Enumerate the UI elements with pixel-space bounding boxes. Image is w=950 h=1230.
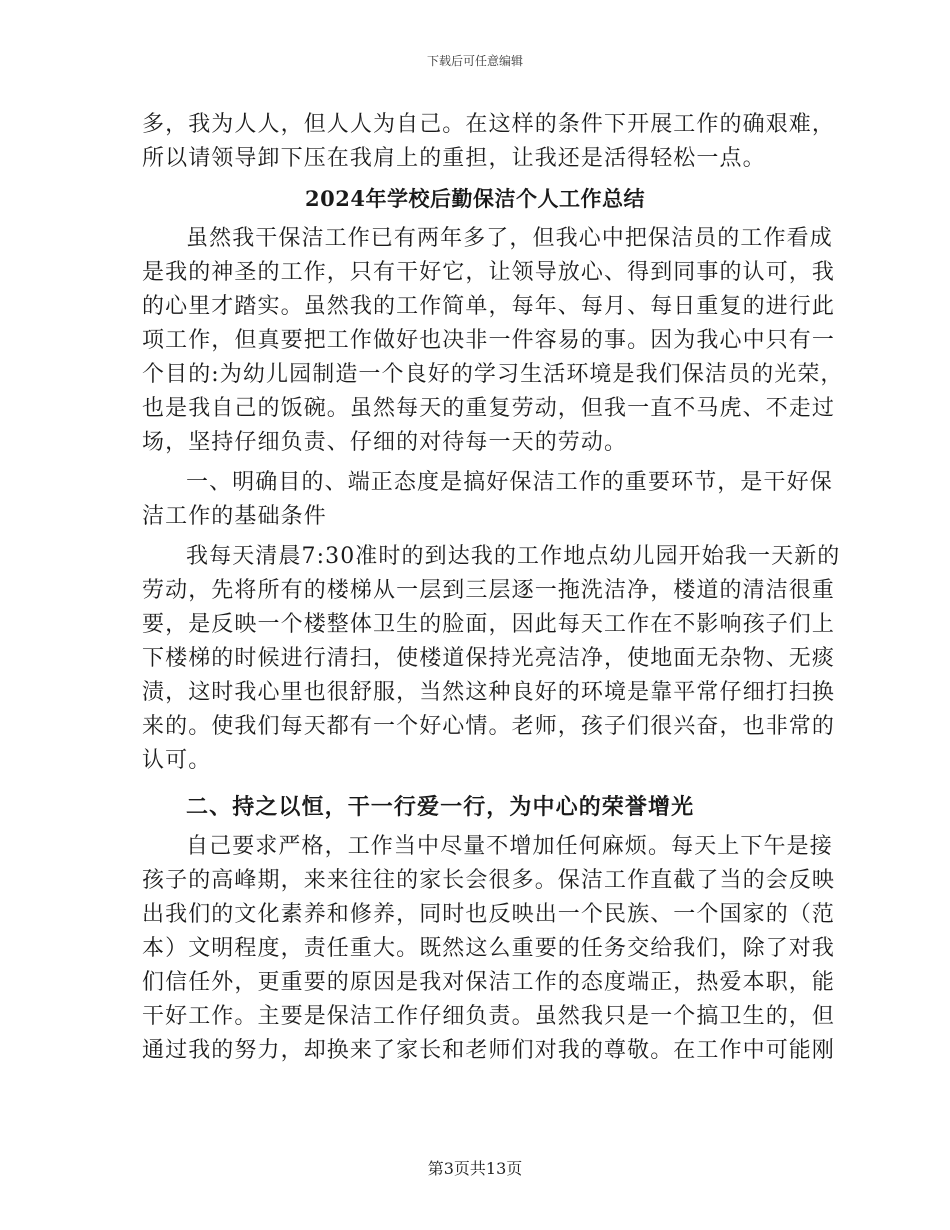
intro-line-1: 多，我为人人，但人人为自己。在这样的条件下开展工作的确艰难， [142,112,836,137]
paragraph-1 [142,222,844,460]
paragraph-line: 场，坚持仔细负责、仔细的对待每一天的劳动。 [142,430,628,455]
header-note: 下载后可任意编辑 [426,54,523,68]
paragraph-line: 出我们的文化素养和修养，同时也反映出一个民族、一个国家的（范 [142,902,836,927]
section-heading-line: 洁工作的基础条件 [142,504,327,529]
paragraph-line: 要，是反映一个楼整体卫生的脸面，因此每天工作在不影响孩子们上 [142,612,836,637]
paragraph-line: 我每天清晨7:30准时的到达我的工作地点幼儿园开始我一天新的 [186,544,841,569]
paragraph-line: 通过我的努力，却换来了家长和老师们对我的尊敬。在工作中可能刚 [142,1038,836,1063]
paragraph-line: 下楼梯的时候进行清扫，使楼道保持光亮洁净，使地面无杂物、无痰 [142,646,836,671]
paragraph-line: 劳动，先将所有的楼梯从一层到三层逐一拖洗洁净，楼道的清洁很重 [142,578,836,603]
paragraph-line: 本）文明程度，责任重大。既然这么重要的任务交给我们，除了对我 [142,936,836,961]
paragraph-line: 来的。使我们每天都有一个好心情。老师，孩子们很兴奋，也非常的 [142,714,836,739]
page-number: 第3页共13页 [427,1159,523,1178]
section-heading-line: 一、明确目的、端正态度是搞好保洁工作的重要环节，是干好保 [186,470,833,495]
paragraph-3 [142,830,836,1068]
section-2-heading: 二、持之以恒，干一行爱一行，为中心的荣誉增光 [186,794,695,820]
paragraph-line: 也是我自己的饭碗。虽然每天的重复劳动，但我一直不马虎、不走过 [142,396,836,421]
section-1-heading [142,466,833,534]
paragraph-line: 虽然我干保洁工作已有两年多了，但我心中把保洁员的工作看成 [186,226,833,251]
paragraph-line: 孩子的高峰期，来来往往的家长会很多。保洁工作直截了当的会反映 [142,868,836,893]
paragraph-line: 们信任外，更重要的原因是我对保洁工作的态度端正，热爱本职，能 [142,970,836,995]
paragraph-line: 项工作，但真要把工作做好也决非一件容易的事。因为我心中只有一 [142,328,836,353]
paragraph-line: 个目的:为幼儿园制造一个良好的学习生活环境是我们保洁员的光荣， [142,362,844,387]
paragraph-line: 的心里才踏实。虽然我的工作简单，每年、每月、每日重复的进行此 [142,294,836,319]
paragraph-line: 干好工作。主要是保洁工作仔细负责。虽然我只是一个搞卫生的，但 [142,1004,836,1029]
document-title: 2024年学校后勤保洁个人工作总结 [305,186,645,211]
paragraph-line: 渍，这时我心里也很舒服，当然这种良好的环境是靠平常仔细打扫换 [142,680,836,705]
paragraph-line: 认可。 [142,748,212,773]
paragraph-2 [142,540,841,778]
paragraph-line: 是我的神圣的工作，只有干好它，让领导放心、得到同事的认可，我 [142,260,836,285]
document-body [142,108,844,1068]
intro-line-2: 所以请领导卸下压在我肩上的重担，让我还是活得轻松一点。 [142,146,766,171]
paragraph-line: 自己要求严格，工作当中尽量不增加任何麻烦。每天上下午是接 [186,834,833,859]
